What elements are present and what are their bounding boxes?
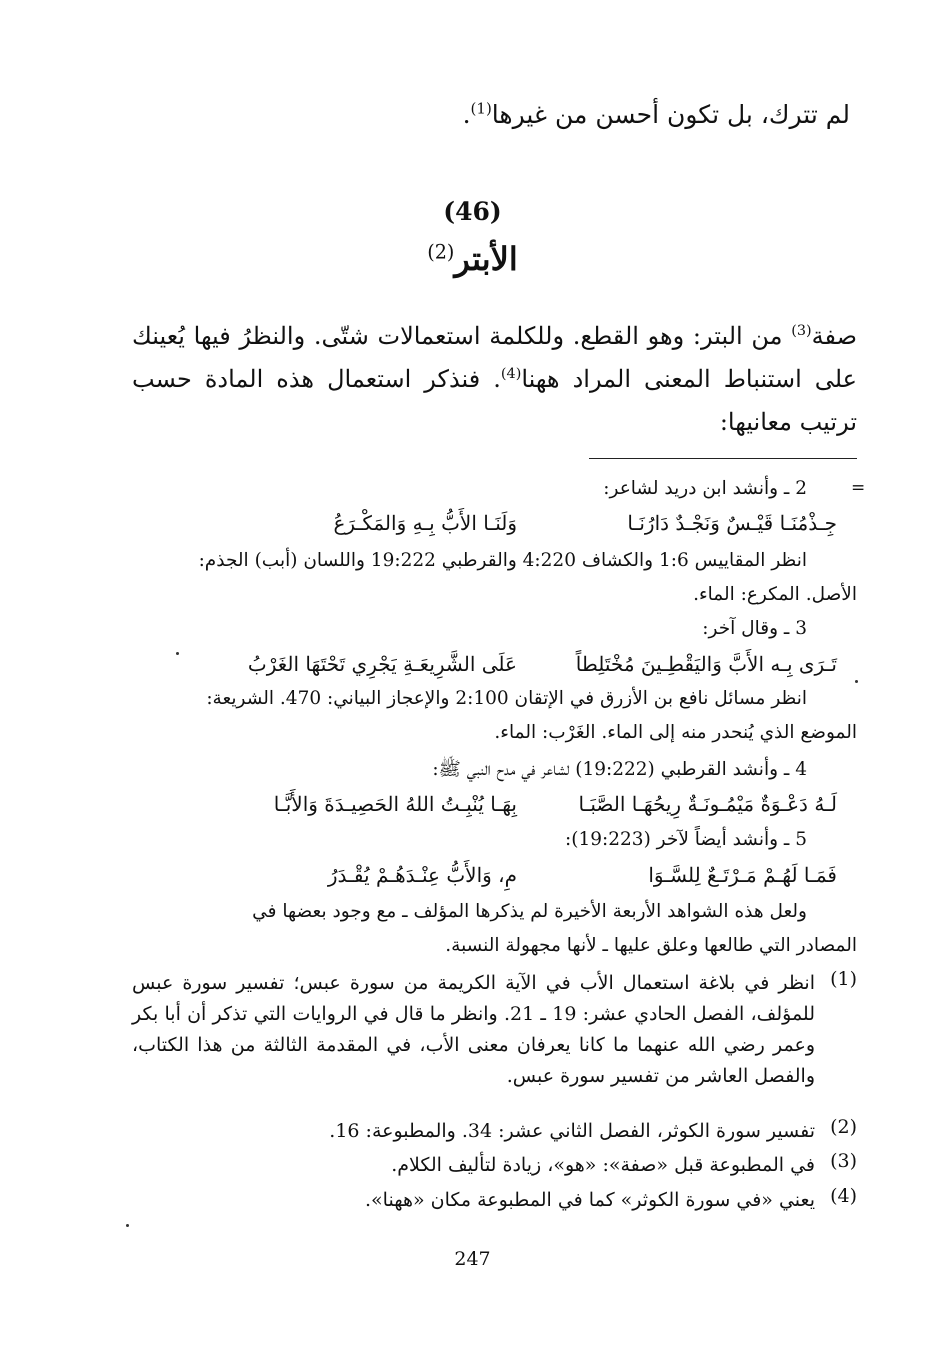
continuation-mark: = [851,478,866,498]
verse-hemistich: جِـذْمُنَـا قَيْـسٌ وَنَجْـدٌ دَارُنَـا [627,511,837,535]
sentence-end: . [462,100,471,129]
commentary-line: 3 ـ وقال آخر: [702,618,807,639]
commentary-line: 5 ـ وأنشد أيضاً لآخر (19:223): [565,829,807,850]
commentary-line: الموضع الذي يُنحدر منه إلى الماء. الغَرْب: الماء. [494,722,857,743]
scan-speck [126,1224,129,1227]
verse-hemistich: وَلَنَـا الأَبُّ بِـهِ وَالمَكْـرَعُ [333,511,517,535]
commentary-line: ولعل هذه الشواهد الأربعة الأخيرة لم يذكرها المؤلف ـ مع وجود بعضها في [252,901,807,922]
commentary-line: الأصل. المكرع: الماء. [693,584,857,605]
verse-hemistich: لَـهُ دَعْـوَةٌ مَيْمُـونَـةٌ رِيحُهَـا الصَّبَـا [578,792,837,816]
page-number: 247 [454,1248,491,1270]
footnote-separator [589,458,857,459]
continued-paragraph [150,100,850,129]
section-number: (46) [443,197,502,226]
section-title [0,240,945,278]
footnote-ref[interactable]: (2) [427,240,455,264]
footnote-ref[interactable]: (3) [791,323,812,339]
commentary-line: انظر مسائل نافع بن الأزرق في الإتقان 2:100 والإعجاز البياني: 470. الشريعة: [206,688,807,709]
footnote-text: يعني «في سورة الكوثر» كما في المطبوعة مكان «ههنا». [365,1189,815,1211]
verse-hemistich: تَـرَى بِـه الأَبَّ وَاليَقْطِـينَ مُخْتَلِطاً [575,652,837,676]
commentary-line: 4 ـ وأنشد القرطبي (19:222) لشاعر في مدح النبي ﷺ: [432,759,807,780]
scan-speck [855,680,858,683]
commentary-line: انظر المقاييس 1:6 والكشاف 4:220 والقرطبي 19:222 واللسان (أبب) الجذم: [198,550,807,571]
footnote-number: (1) [830,968,857,990]
commentary-line: المصادر التي طالعها وعلق عليها ـ لأنها مجهولة النسبة. [445,935,857,956]
footnote-ref[interactable]: (4) [500,366,522,382]
footnote-text: انظر في بلاغة استعمال الأب في الآية الكريمة من سورة عبس؛ تفسير سورة عبس للمؤلف، الفصل الحادي عشر: 19 ـ 21. وانظر ما قال في الروايات التي تذكر أن أبا بكر وعمر رضي الله عنهما ما كانا يعرفان معنى الأب، في المقدمة الثالثة من هذا الكتاب، والفصل العاشر من تفسير سورة عبس. [132,972,816,1087]
verse [132,792,857,822]
intro-text: . فنذكر استعمال هذه المادة حسب ترتيب معانيها: [132,365,857,436]
section-title-text: الأبتر [454,240,518,278]
verse-hemistich: بِهَـا يُنْبِـتُ اللهُ الحَصِيـدَةَ وَالأَبَّـا [273,792,517,816]
intro-paragraph [132,315,857,444]
intro-text: من البتر: وهو القطع. وللكلمة استعمالات شتّى. والنظرُ فيها يُعينك على استنباط المعنى المراد ههنا [132,322,858,393]
verse-hemistich: فَمَـا لَهُـمْ مَـرْتَـعٌ لِلسَّـوَا [648,863,837,887]
footnote-ref[interactable]: (1) [470,99,492,118]
footnote-text: في المطبوعة قبل «صفة»: «هو»، زيادة لتأليف الكلام. [391,1154,815,1176]
footnote-text: تفسير سورة الكوثر، الفصل الثاني عشر: 34. والمطبوعة: 16. [329,1120,815,1142]
verse-hemistich: عَلَى الشَّرِيعَـةِ يَجْرِي تَحْتَهَا الغَرْبُ [247,652,517,676]
commentary-line: 2 ـ وأنشد ابن دريد لشاعر: [603,478,807,499]
intro-text: صفة [811,322,857,350]
continued-text: لم تترك، بل تكون أحسن من غيرها [491,100,850,129]
footnote-number: (3) [830,1150,857,1172]
footnote-number: (4) [830,1185,857,1207]
footnote-number: (2) [830,1116,857,1138]
verse [132,511,857,541]
scan-speck [176,652,179,655]
verse [132,652,857,682]
verse-hemistich: مِ، وَالأَبُّ عِنْـدَهُـمْ يُقْـدَرُ [327,863,517,887]
verse [132,863,857,893]
